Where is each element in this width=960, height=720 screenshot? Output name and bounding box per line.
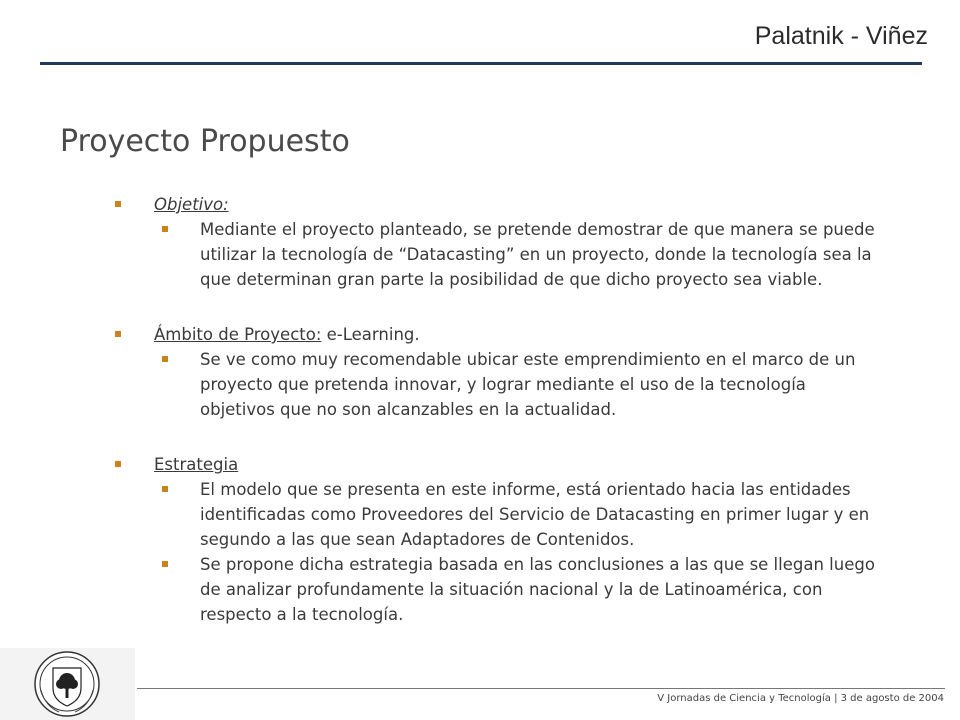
ambito-value: e-Learning.: [321, 325, 420, 344]
estrategia-label: Estrategia: [154, 455, 239, 474]
ambito-item: [112, 347, 882, 422]
section-estrategia-heading: [112, 452, 882, 477]
section-objetivo-heading: [112, 192, 882, 217]
square-bullet-icon: [115, 331, 121, 337]
square-bullet-icon: [162, 561, 168, 567]
square-bullet-icon: [162, 356, 168, 362]
objetivo-item: [112, 217, 882, 292]
ambito-label: Ámbito de Proyecto:: [154, 325, 322, 344]
ambito-item-text: Se ve como muy recomendable ubicar este emprendimiento en el marco de un proyecto que pretenda innovar, y lograr mediante el uso de la tecnología objetivos que no son alcanzables en la actualidad.: [200, 350, 856, 419]
footer-divider: [137, 688, 945, 689]
header-authors: Palatnik - Viñez: [754, 22, 928, 50]
slide-content: [112, 192, 882, 627]
slide-title: Proyecto Propuesto: [60, 124, 350, 159]
estrategia-item: [112, 552, 882, 627]
square-bullet-icon: [162, 226, 168, 232]
objetivo-label: Objetivo:: [154, 195, 229, 214]
estrategia-item-text: Se propone dicha estrategia basada en las conclusiones a las que se llegan luego de analizar profundamente la situación nacional y la de Latinoamérica, con respecto a la tecnología.: [200, 555, 875, 624]
square-bullet-icon: [115, 201, 121, 207]
objetivo-item-text: Mediante el proyecto planteado, se pretende demostrar de que manera se puede utilizar la tecnología de “Datacasting” en un proyecto, donde la tecnología sea la que determinan gran parte la posibilidad de que dicho proyecto sea viable.: [200, 220, 875, 289]
estrategia-item-text: El modelo que se presenta en este informe, está orientado hacia las entidades identificadas como Proveedores del Servicio de Datacasting en primer lugar y en segundo a las que sean Adaptadores de Contenidos.: [200, 480, 870, 549]
square-bullet-icon: [162, 486, 168, 492]
estrategia-item: [112, 477, 882, 552]
header-divider: [40, 62, 922, 65]
section-ambito-heading: [112, 322, 882, 347]
square-bullet-icon: [115, 461, 121, 467]
university-seal-logo: [33, 650, 101, 718]
footer-event-info: V Jornadas de Ciencia y Tecnología | 3 de agosto de 2004: [657, 693, 944, 704]
